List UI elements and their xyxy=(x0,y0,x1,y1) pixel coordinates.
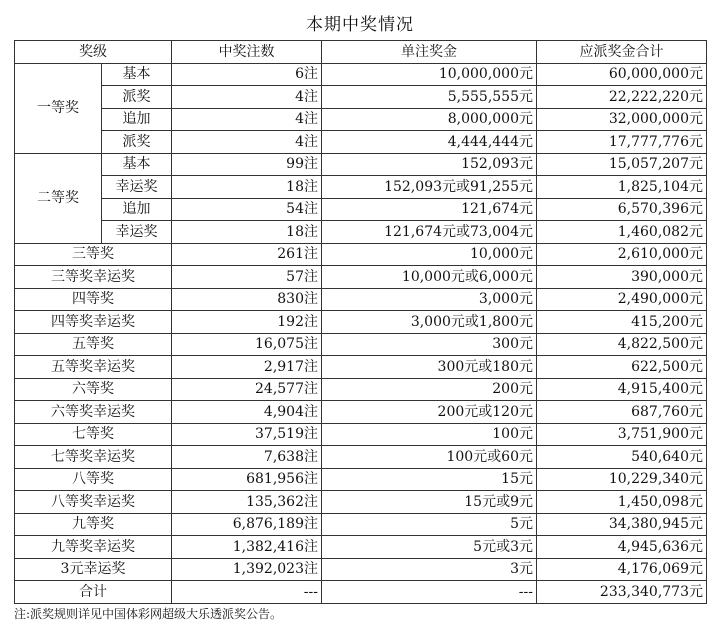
page-title: 本期中奖情况 xyxy=(306,15,414,35)
winner-count: 681,956注 xyxy=(172,468,322,491)
unit-prize: 4,444,444元 xyxy=(322,131,537,154)
unit-prize: 15元或9元 xyxy=(322,491,537,514)
prize-sublevel: 追加 xyxy=(102,108,172,131)
unit-prize: 152,093元 xyxy=(322,153,537,176)
unit-prize: 121,674元或73,004元 xyxy=(322,221,537,244)
total-prize: 34,380,945元 xyxy=(537,513,707,536)
unit-prize: 5元 xyxy=(322,513,537,536)
unit-prize: 5,555,555元 xyxy=(322,86,537,109)
total-prize: 6,570,396元 xyxy=(537,198,707,221)
total-prize: 22,222,220元 xyxy=(537,86,707,109)
table-row xyxy=(15,311,707,334)
total-prize: 32,000,000元 xyxy=(537,108,707,131)
table-row xyxy=(15,378,707,401)
winner-count: 830注 xyxy=(172,288,322,311)
winner-count: 2,917注 xyxy=(172,356,322,379)
winner-count: 7,638注 xyxy=(172,446,322,469)
unit-prize: 100元 xyxy=(322,423,537,446)
prize-sublevel: 派奖 xyxy=(102,86,172,109)
unit-prize: 3,000元 xyxy=(322,288,537,311)
table-row xyxy=(15,266,707,289)
prize-level: 六等奖 xyxy=(15,378,172,401)
unit-prize: 300元 xyxy=(322,333,537,356)
table-row xyxy=(15,513,707,536)
prize-level: 八等奖 xyxy=(15,468,172,491)
prize-level-group: 一等奖 xyxy=(15,63,102,153)
prize-level: 五等奖幸运奖 xyxy=(15,356,172,379)
winner-count: 6注 xyxy=(172,63,322,86)
table-row xyxy=(15,468,707,491)
prize-level: 七等奖幸运奖 xyxy=(15,446,172,469)
table-row xyxy=(15,333,707,356)
prize-sublevel: 幸运奖 xyxy=(102,221,172,244)
prize-level: 四等奖幸运奖 xyxy=(15,311,172,334)
prize-table xyxy=(14,40,707,604)
winner-count: 4注 xyxy=(172,86,322,109)
table-row xyxy=(15,288,707,311)
winner-count: 4注 xyxy=(172,108,322,131)
winner-count: 135,362注 xyxy=(172,491,322,514)
table-row xyxy=(15,198,707,221)
prize-level: 七等奖 xyxy=(15,423,172,446)
prize-sublevel: 追加 xyxy=(102,198,172,221)
table-row xyxy=(15,153,707,176)
total-prize: 2,610,000元 xyxy=(537,243,707,266)
unit-prize: 3元 xyxy=(322,558,537,581)
prize-level: 五等奖 xyxy=(15,333,172,356)
header-unit-prize: 单注奖金 xyxy=(322,41,537,64)
prize-level: 九等奖 xyxy=(15,513,172,536)
table-header-row xyxy=(15,41,707,64)
summary-unit: --- xyxy=(322,581,537,604)
table-row xyxy=(15,491,707,514)
prize-sublevel: 基本 xyxy=(102,153,172,176)
prize-level: 四等奖 xyxy=(15,288,172,311)
winner-count: 57注 xyxy=(172,266,322,289)
total-prize: 1,450,098元 xyxy=(537,491,707,514)
table-row xyxy=(15,243,707,266)
prize-level: 三等奖 xyxy=(15,243,172,266)
header-level: 奖级 xyxy=(15,41,172,64)
prize-sublevel: 幸运奖 xyxy=(102,176,172,199)
total-prize: 4,945,636元 xyxy=(537,536,707,559)
unit-prize: 200元 xyxy=(322,378,537,401)
header-total: 应派奖金合计 xyxy=(537,41,707,64)
total-prize: 10,229,340元 xyxy=(537,468,707,491)
winner-count: 37,519注 xyxy=(172,423,322,446)
table-row xyxy=(15,131,707,154)
total-prize: 4,915,400元 xyxy=(537,378,707,401)
unit-prize: 15元 xyxy=(322,468,537,491)
footnote: 注:派奖规则详见中国体彩网超级大乐透派奖公告。 xyxy=(14,607,283,621)
summary-label: 合计 xyxy=(15,581,172,604)
total-prize: 540,640元 xyxy=(537,446,707,469)
total-prize: 1,825,104元 xyxy=(537,176,707,199)
winner-count: 192注 xyxy=(172,311,322,334)
table-row xyxy=(15,356,707,379)
prize-level: 八等奖幸运奖 xyxy=(15,491,172,514)
header-count: 中奖注数 xyxy=(172,41,322,64)
total-prize: 15,057,207元 xyxy=(537,153,707,176)
total-prize: 2,490,000元 xyxy=(537,288,707,311)
total-prize: 687,760元 xyxy=(537,401,707,424)
winner-count: 1,392,023注 xyxy=(172,558,322,581)
winner-count: 6,876,189注 xyxy=(172,513,322,536)
winner-count: 24,577注 xyxy=(172,378,322,401)
table-row xyxy=(15,446,707,469)
unit-prize: 3,000元或1,800元 xyxy=(322,311,537,334)
table-row xyxy=(15,536,707,559)
winner-count: 261注 xyxy=(172,243,322,266)
prize-sublevel: 基本 xyxy=(102,63,172,86)
prize-level: 3元幸运奖 xyxy=(15,558,172,581)
summary-total: 233,340,773元 xyxy=(537,581,707,604)
table-row xyxy=(15,221,707,244)
prize-sublevel: 派奖 xyxy=(102,131,172,154)
unit-prize: 5元或3元 xyxy=(322,536,537,559)
table-row xyxy=(15,401,707,424)
winner-count: 54注 xyxy=(172,198,322,221)
unit-prize: 100元或60元 xyxy=(322,446,537,469)
winner-count: 1,382,416注 xyxy=(172,536,322,559)
table-row xyxy=(15,423,707,446)
unit-prize: 300元或180元 xyxy=(322,356,537,379)
unit-prize: 10,000,000元 xyxy=(322,63,537,86)
total-prize: 60,000,000元 xyxy=(537,63,707,86)
prize-level: 九等奖幸运奖 xyxy=(15,536,172,559)
prize-level: 六等奖幸运奖 xyxy=(15,401,172,424)
unit-prize: 8,000,000元 xyxy=(322,108,537,131)
winner-count: 18注 xyxy=(172,221,322,244)
table-row xyxy=(15,176,707,199)
total-prize: 4,176,069元 xyxy=(537,558,707,581)
total-prize: 415,200元 xyxy=(537,311,707,334)
total-prize: 3,751,900元 xyxy=(537,423,707,446)
winner-count: 4注 xyxy=(172,131,322,154)
table-row xyxy=(15,108,707,131)
winner-count: 99注 xyxy=(172,153,322,176)
summary-count: --- xyxy=(172,581,322,604)
winner-count: 18注 xyxy=(172,176,322,199)
unit-prize: 121,674元 xyxy=(322,198,537,221)
winner-count: 16,075注 xyxy=(172,333,322,356)
unit-prize: 10,000元 xyxy=(322,243,537,266)
prize-level: 三等奖幸运奖 xyxy=(15,266,172,289)
summary-row xyxy=(15,581,707,604)
table-row xyxy=(15,63,707,86)
total-prize: 622,500元 xyxy=(537,356,707,379)
unit-prize: 152,093元或91,255元 xyxy=(322,176,537,199)
prize-level-group: 二等奖 xyxy=(15,153,102,243)
table-row xyxy=(15,558,707,581)
table-row xyxy=(15,86,707,109)
total-prize: 17,777,776元 xyxy=(537,131,707,154)
winner-count: 4,904注 xyxy=(172,401,322,424)
total-prize: 390,000元 xyxy=(537,266,707,289)
unit-prize: 10,000元或6,000元 xyxy=(322,266,537,289)
unit-prize: 200元或120元 xyxy=(322,401,537,424)
total-prize: 4,822,500元 xyxy=(537,333,707,356)
total-prize: 1,460,082元 xyxy=(537,221,707,244)
